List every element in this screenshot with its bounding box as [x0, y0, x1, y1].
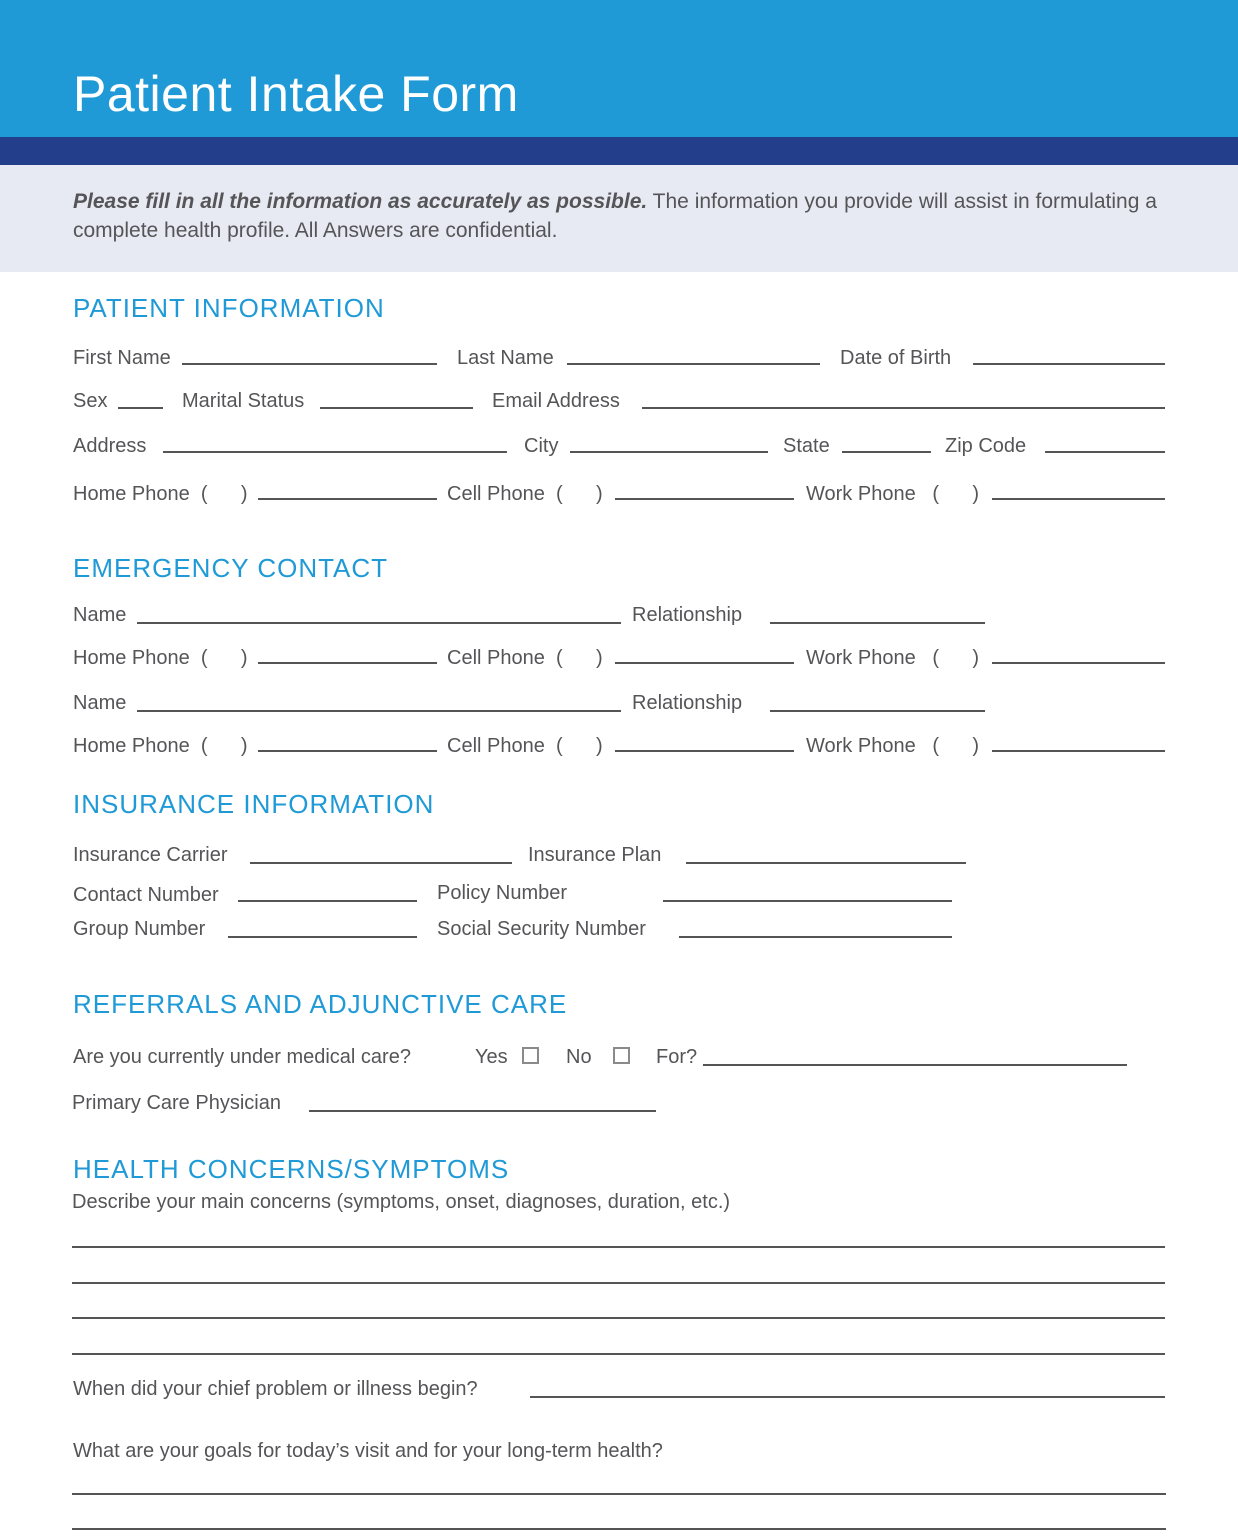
work-phone-field[interactable]: [992, 498, 1165, 500]
for-field[interactable]: [703, 1064, 1127, 1066]
sex-field[interactable]: [118, 407, 163, 409]
work-phone-label: Work Phone ( ): [806, 483, 980, 505]
state-label: State: [783, 435, 830, 457]
emergency-name-field-2[interactable]: [137, 710, 621, 712]
emergency-work-phone-field[interactable]: [992, 662, 1165, 664]
first-name-label: First Name: [73, 347, 171, 369]
home-phone-field[interactable]: [258, 498, 437, 500]
emergency-name-label: Name: [73, 604, 127, 626]
date-of-birth-label: Date of Birth: [840, 347, 952, 369]
email-address-label: Email Address: [492, 390, 620, 412]
section-heading-referrals: REFERRALS AND ADJUNCTIVE CARE: [73, 989, 568, 1019]
section-heading-emergency-contact: EMERGENCY CONTACT: [73, 553, 389, 583]
concerns-line-1[interactable]: [72, 1246, 1165, 1248]
date-of-birth-field[interactable]: [973, 363, 1165, 365]
social-security-number-label: Social Security Number: [437, 918, 646, 940]
first-name-field[interactable]: [182, 363, 437, 365]
goals-line-1[interactable]: [72, 1493, 1166, 1495]
section-heading-health-concerns: HEALTH CONCERNS/SYMPTOMS: [73, 1154, 510, 1184]
contact-number-label: Contact Number: [73, 884, 219, 906]
emergency-relationship-label-2: Relationship: [632, 692, 743, 714]
section-heading-patient-information: PATIENT INFORMATION: [73, 293, 385, 323]
home-phone-label: Home Phone ( ): [73, 483, 248, 505]
emergency-cell-phone-label-2: Cell Phone ( ): [447, 735, 603, 757]
page-title: Patient Intake Form: [73, 66, 519, 122]
emergency-home-phone-field-2[interactable]: [258, 750, 437, 752]
emergency-relationship-label: Relationship: [632, 604, 743, 626]
emergency-relationship-field-2[interactable]: [770, 710, 985, 712]
chief-problem-field[interactable]: [530, 1396, 1165, 1398]
state-field[interactable]: [842, 451, 931, 453]
social-security-number-field[interactable]: [679, 936, 952, 938]
concerns-line-2[interactable]: [72, 1282, 1165, 1284]
marital-status-label: Marital Status: [182, 390, 305, 412]
address-field[interactable]: [163, 451, 507, 453]
intro-text: [73, 187, 1173, 245]
emergency-work-phone-label: Work Phone ( ): [806, 647, 980, 669]
group-number-label: Group Number: [73, 918, 206, 940]
concerns-line-3[interactable]: [72, 1317, 1165, 1319]
zip-code-label: Zip Code: [945, 435, 1027, 457]
emergency-home-phone-field[interactable]: [258, 662, 437, 664]
primary-care-physician-label: Primary Care Physician: [72, 1092, 281, 1114]
emergency-name-label-2: Name: [73, 692, 127, 714]
insurance-plan-label: Insurance Plan: [528, 844, 662, 866]
describe-concerns-prompt: Describe your main concerns (symptoms, onset, diagnoses, duration, etc.): [72, 1191, 731, 1213]
group-number-field[interactable]: [228, 936, 417, 938]
under-care-question: Are you currently under medical care?: [73, 1046, 411, 1068]
emergency-cell-phone-label: Cell Phone ( ): [447, 647, 603, 669]
yes-checkbox[interactable]: [522, 1047, 539, 1064]
emergency-work-phone-field-2[interactable]: [992, 750, 1165, 752]
concerns-line-4[interactable]: [72, 1353, 1165, 1355]
primary-care-physician-field[interactable]: [309, 1110, 656, 1112]
email-address-field[interactable]: [642, 407, 1165, 409]
emergency-cell-phone-field-2[interactable]: [615, 750, 794, 752]
for-label: For?: [656, 1046, 698, 1068]
emergency-work-phone-label-2: Work Phone ( ): [806, 735, 980, 757]
zip-code-field[interactable]: [1045, 451, 1165, 453]
contact-number-field[interactable]: [238, 900, 417, 902]
city-field[interactable]: [570, 451, 768, 453]
yes-label: Yes: [475, 1046, 508, 1068]
marital-status-field[interactable]: [320, 407, 473, 409]
sex-label: Sex: [73, 390, 108, 412]
no-label: No: [566, 1046, 592, 1068]
cell-phone-label: Cell Phone ( ): [447, 483, 603, 505]
insurance-carrier-label: Insurance Carrier: [73, 844, 228, 866]
policy-number-label: Policy Number: [437, 882, 568, 904]
intro-body-text: The information you provide will assist in formulating a complete health profile. All Answers are confidential.: [73, 190, 1157, 242]
last-name-label: Last Name: [457, 347, 554, 369]
cell-phone-field[interactable]: [615, 498, 794, 500]
insurance-plan-field[interactable]: [686, 862, 966, 864]
emergency-home-phone-label: Home Phone ( ): [73, 647, 248, 669]
goals-line-2[interactable]: [72, 1528, 1166, 1530]
chief-problem-question: When did your chief problem or illness begin?: [73, 1378, 478, 1400]
policy-number-field[interactable]: [663, 900, 952, 902]
intro-bold-text: Please fill in all the information as accurately as possible.: [73, 190, 648, 213]
section-heading-insurance-information: INSURANCE INFORMATION: [73, 789, 435, 819]
last-name-field[interactable]: [567, 363, 820, 365]
insurance-carrier-field[interactable]: [250, 862, 512, 864]
emergency-cell-phone-field[interactable]: [615, 662, 794, 664]
no-checkbox[interactable]: [613, 1047, 630, 1064]
emergency-relationship-field[interactable]: [770, 622, 985, 624]
goals-question: What are your goals for today’s visit and for your long-term health?: [73, 1440, 663, 1462]
header-accent-band: [0, 137, 1238, 165]
emergency-home-phone-label-2: Home Phone ( ): [73, 735, 248, 757]
city-label: City: [524, 435, 559, 457]
address-label: Address: [73, 435, 147, 457]
emergency-name-field[interactable]: [137, 622, 621, 624]
